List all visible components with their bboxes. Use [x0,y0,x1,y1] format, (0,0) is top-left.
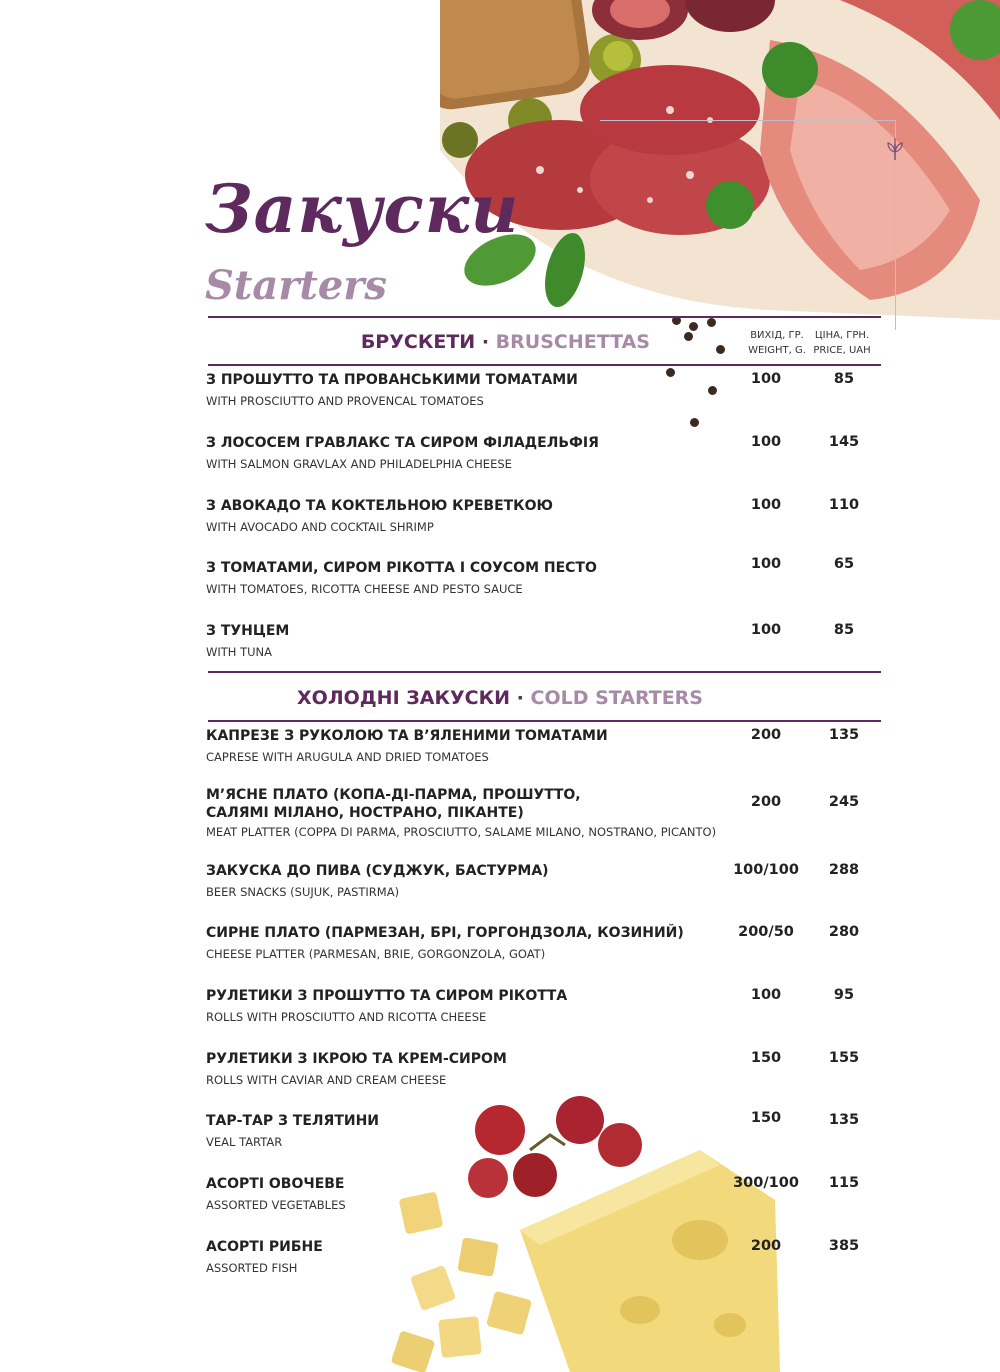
menu-item [206,622,886,660]
menu-item [206,1175,886,1213]
menu-item-weight: 200 [750,727,782,743]
peppercorn-decoration [689,322,698,331]
page-title: Закуски [205,170,520,248]
menu-item-price: 65 [833,556,855,572]
menu-item-weight: 100 [750,987,782,1003]
menu-item-description: BEER SNACKS (SUJUK, PASTIRMA) [206,885,400,899]
peppercorn-decoration [684,332,693,341]
menu-item-name: АСОРТІ РИБНЕ [206,1239,323,1255]
menu-item [206,434,886,472]
section-title-bruschettas [208,331,650,353]
menu-item-price: 245 [828,794,860,810]
menu-item-name: РУЛЕТИКИ З ІКРОЮ ТА КРЕМ-СИРОМ [206,1051,507,1067]
menu-item-name: РУЛЕТИКИ З ПРОШУТТО ТА СИРОМ РІКОТТА [206,988,568,1004]
menu-item-price: 85 [833,371,855,387]
section-rule [208,720,881,722]
menu-item [206,727,886,765]
peppercorn-decoration [707,318,716,327]
menu-item-name: З ТОМАТАМИ, СИРОМ РІКОТТА І СОУСОМ ПЕСТО [206,560,597,576]
menu-item-name: З ТУНЦЕМ [206,623,290,639]
menu-item-weight: 200 [750,794,782,810]
menu-item-description: ASSORTED VEGETABLES [206,1198,346,1212]
section-title-uk: ХОЛОДНІ ЗАКУСКИ [297,687,511,709]
section-rule [208,671,881,673]
section-title-en: COLD STARTERS [530,687,703,709]
column-header-price-en: PRICE, UAH [813,345,871,356]
menu-item [206,1112,886,1150]
page-subtitle: Starters [205,262,387,309]
menu-item-price: 385 [828,1238,860,1254]
menu-item-description: WITH PROSCIUTTO AND PROVENCAL TOMATOES [206,394,484,408]
menu-item-price: 95 [833,987,855,1003]
menu-item-weight: 200/50 [738,924,794,940]
menu-item [206,1238,886,1276]
menu-item-name: З ЛОСОСЕМ ГРАВЛАКС ТА СИРОМ ФІЛАДЕЛЬФІЯ [206,435,599,451]
menu-item [206,1050,886,1088]
menu-item-name: ТАР-ТАР З ТЕЛЯТИНИ [206,1113,380,1129]
menu-item-description: MEAT PLATTER (COPPA DI PARMA, PROSCIUTTO, SALAME MILANO, NOSTRANO, PICANTO) [206,825,717,839]
menu-item-name: З АВОКАДО ТА КОКТЕЛЬНОЮ КРЕВЕТКОЮ [206,498,553,514]
section-title-cold-starters [208,687,703,709]
menu-item-name-line2: САЛЯМІ МІЛАНО, НОСТРАНО, ПІКАНТЕ) [206,805,524,821]
menu-item-description: WITH AVOCADO AND COCKTAIL SHRIMP [206,520,434,534]
section-rule [208,364,881,366]
menu-item-weight: 200 [750,1238,782,1254]
menu-item-name: ЗАКУСКА ДО ПИВА (СУДЖУК, БАСТУРМА) [206,863,549,879]
menu-item [206,862,886,900]
menu-item-name: КАПРЕЗЕ З РУКОЛОЮ ТА В’ЯЛЕНИМИ ТОМАТАМИ [206,728,608,744]
menu-item-name: З ПРОШУТТО ТА ПРОВАНСЬКИМИ ТОМАТАМИ [206,372,578,388]
menu-item-price: 135 [828,727,860,743]
menu-item [206,497,886,535]
charcuterie-board-image [440,0,1000,320]
menu-item-name: СИРНЕ ПЛАТО (ПАРМЕЗАН, БРІ, ГОРГОНДЗОЛА, КОЗИНИЙ) [206,925,684,941]
peppercorn-decoration [690,418,699,427]
menu-item-weight: 300/100 [733,1175,799,1191]
section-rule [208,316,881,318]
menu-item [206,924,886,962]
menu-item-price: 145 [828,434,860,450]
menu-item-price: 135 [828,1112,860,1128]
menu-item-weight: 100/100 [733,862,799,878]
menu-item [206,371,886,409]
peppercorn-decoration [716,345,725,354]
frame-line-top [600,120,895,121]
menu-item-description: ROLLS WITH PROSCIUTTO AND RICOTTA CHEESE [206,1010,487,1024]
menu-item-price: 115 [828,1175,860,1191]
section-title-separator: · [481,331,490,353]
menu-item-description: CAPRESE WITH ARUGULA AND DRIED TOMATOES [206,750,489,764]
menu-item-name: АСОРТІ ОВОЧЕВЕ [206,1176,345,1192]
section-title-separator: · [516,687,524,709]
menu-item-name: М’ЯСНЕ ПЛАТО (КОПА-ДІ-ПАРМА, ПРОШУТТО, [206,787,581,803]
menu-item-weight: 150 [750,1110,782,1126]
menu-item-description: ROLLS WITH CAVIAR AND CREAM CHEESE [206,1073,447,1087]
menu-item [206,987,886,1025]
menu-item-description: WITH TOMATOES, RICOTTA CHEESE AND PESTO SAUCE [206,582,523,596]
column-header-weight-en: WEIGHT, G. [748,345,806,356]
menu-item [206,556,886,597]
menu-item-description: ASSORTED FISH [206,1261,298,1275]
menu-item-weight: 100 [750,622,782,638]
section-title-en: BRUSCHETTAS [495,331,650,353]
menu-item-description: VEAL TARTAR [206,1135,283,1149]
menu-item [206,786,886,840]
menu-item-weight: 150 [750,1050,782,1066]
menu-item-price: 280 [828,924,860,940]
menu-item-price: 288 [828,862,860,878]
menu-item-weight: 100 [750,434,782,450]
column-header-weight-uk: ВИХІД, ГР. [750,330,804,341]
section-title-uk: БРУСКЕТИ [360,331,476,353]
menu-item-price: 85 [833,622,855,638]
menu-item-description: WITH TUNA [206,645,273,659]
column-header-price-uk: ЦІНА, ГРН. [814,330,870,341]
menu-item-weight: 100 [750,556,782,572]
menu-item-price: 110 [828,497,860,513]
leaf-sprig-icon [885,138,905,160]
menu-item-weight: 100 [750,497,782,513]
menu-item-price: 155 [828,1050,860,1066]
menu-item-description: WITH SALMON GRAVLAX AND PHILADELPHIA CHEESE [206,457,512,471]
menu-item-weight: 100 [750,371,782,387]
column-header-price [802,328,882,358]
menu-item-description: CHEESE PLATTER (PARMESAN, BRIE, GORGONZOLA, GOAT) [206,947,546,961]
